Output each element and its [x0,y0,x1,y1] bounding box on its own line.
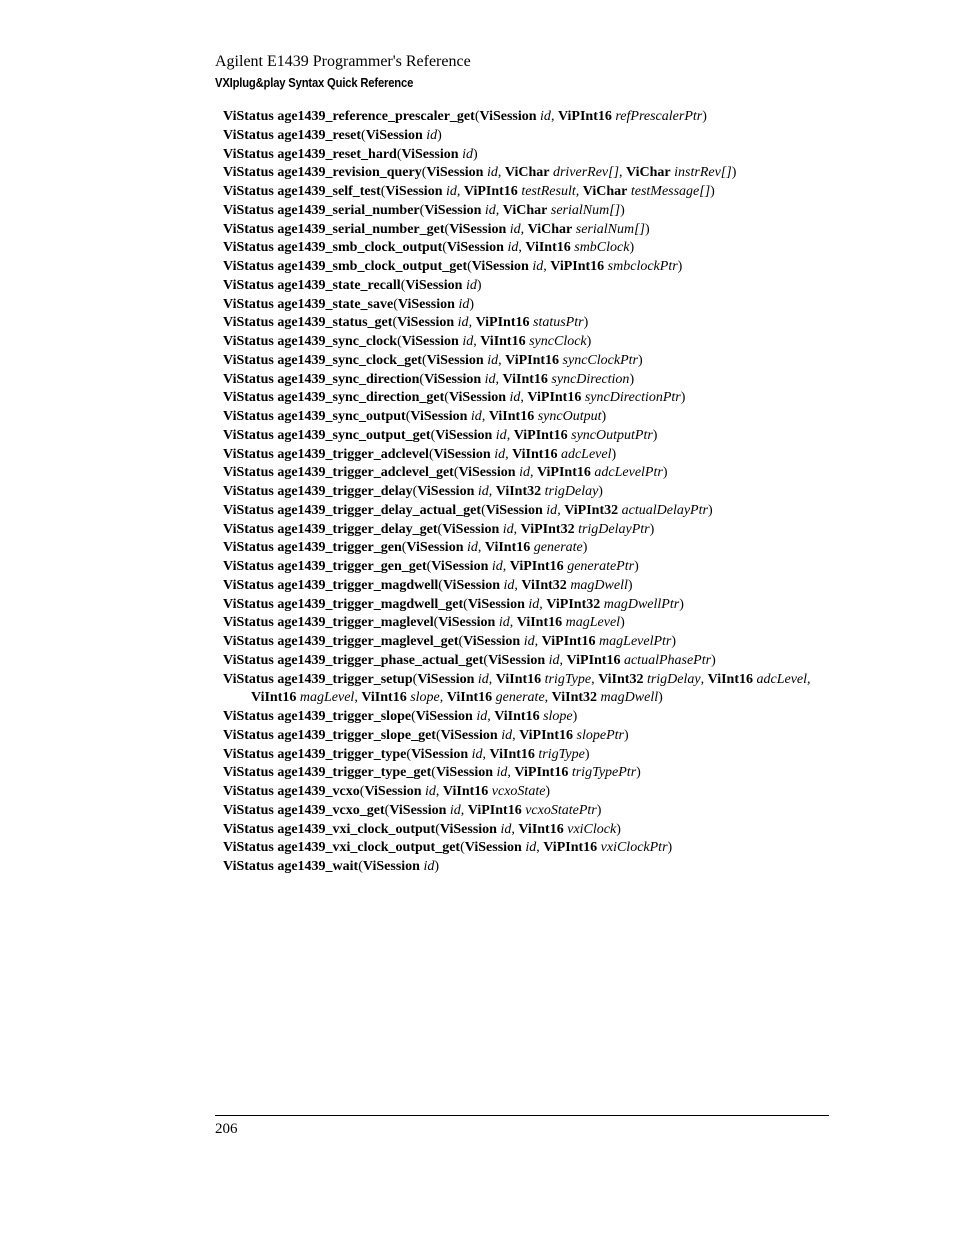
param-type: ViPInt16 [467,802,522,818]
return-type: ViStatus [223,502,274,518]
function-name: age1439_vcxo [277,784,360,799]
function-signature: ViStatus age1439_serial_number_get(ViSession id, ViChar serialNum[]) [223,221,650,237]
param-name: generate [533,540,583,556]
function-name: age1439_sync_output [277,409,406,424]
return-type: ViStatus [223,577,274,593]
param-type: ViInt16 [494,709,540,724]
function-name: age1439_revision_query [277,165,422,181]
param-type: ViInt16 [361,690,407,706]
function-name: age1439_trigger_adclevel_get [277,465,454,481]
param-type: ViPInt16 [514,765,569,781]
param-type: ViSession [439,821,497,837]
return-type: ViStatus [223,671,274,687]
param-name: id [540,109,551,124]
param-type: ViPInt16 [543,840,598,856]
function-name: age1439_trigger_maglevel_get [277,634,459,649]
param-type: ViPInt16 [557,109,612,124]
param-name: syncDirectionPtr [584,390,681,406]
return-type: ViStatus [223,352,274,368]
function-signature: ViStatus age1439_reset(ViSession id) [223,127,442,143]
function-name: age1439_status_get [277,315,393,331]
param-name: id [507,240,519,256]
param-name: slopePtr [576,727,624,743]
return-type: ViStatus [223,652,274,668]
function-signature: ViStatus age1439_trigger_setup(ViSession id, ViInt16 trigType, ViInt32 trigDelay, ViInt16 adcLevel, ViInt16 magLevel, ViInt16 slope, ViInt16 generate, ViInt32 magDwell) [223,671,811,706]
param-type: ViSession [397,296,455,312]
param-type: ViPInt32 [564,502,619,518]
param-type: ViSession [438,615,496,631]
param-type: ViPInt16 [475,315,530,331]
return-type: ViStatus [223,821,274,837]
param-type: ViPInt16 [463,184,518,199]
param-type: ViSession [411,746,469,762]
param-name: smbClock [574,240,630,256]
param-name: id [477,671,489,687]
param-name: slope [410,690,440,706]
function-name: age1439_state_save [277,296,394,312]
param-name: syncOutputPtr [571,427,653,443]
function-signature: ViStatus age1439_trigger_gen(ViSession id, ViInt16 generate) [223,540,588,556]
function-signature: ViStatus age1439_trigger_magdwell_get(ViSession id, ViPInt32 magDwellPtr) [223,596,684,612]
function-name: age1439_trigger_type_get [277,765,432,781]
param-name: generatePtr [567,559,635,574]
return-type: ViStatus [223,109,274,124]
function-name: age1439_smb_clock_output [277,240,443,256]
function-signature: ViStatus age1439_self_test(ViSession id, ViPInt16 testResult, ViChar testMessage[]) [223,184,715,199]
function-signature: ViStatus age1439_trigger_adclevel_get(ViSession id, ViPInt16 adcLevelPtr) [223,465,668,481]
param-name: id [471,746,483,762]
param-type: ViChar [502,202,548,218]
return-type: ViStatus [223,409,274,424]
param-type: ViSession [426,165,484,181]
return-type: ViStatus [223,746,274,762]
param-type: ViSession [365,127,423,143]
return-type: ViStatus [223,296,274,312]
param-type: ViPInt32 [520,521,575,537]
function-signature: ViStatus age1439_sync_output_get(ViSession id, ViPInt16 syncOutputPtr) [223,427,658,443]
param-name: syncClock [529,334,587,349]
param-type: ViInt16 [446,690,493,706]
param-type: ViInt32 [495,484,542,499]
param-type: ViPInt16 [566,652,621,668]
param-type: ViSession [426,352,484,368]
param-type: ViSession [467,596,525,612]
return-type: ViStatus [223,184,274,199]
function-name: age1439_sync_clock [277,334,398,349]
param-type: ViInt16 [495,671,542,687]
param-name: id [495,427,507,443]
function-signature: ViStatus age1439_trigger_type_get(ViSession id, ViPInt16 trigTypePtr) [223,765,641,781]
param-name: vcxoStatePtr [525,802,597,818]
param-type: ViSession [464,840,522,856]
param-name: vcxoState [491,784,546,799]
return-type: ViStatus [223,446,274,462]
param-name: id [425,784,436,799]
param-type: ViSession [424,202,482,218]
param-name: id [546,502,558,518]
function-signature: ViStatus age1439_revision_query(ViSession id, ViChar driverRev[], ViChar instrRev[]) [223,165,737,181]
param-type: ViSession [485,502,543,518]
function-name: age1439_trigger_maglevel [277,615,434,631]
param-type: ViSession [471,259,529,274]
return-type: ViStatus [223,221,274,237]
param-type: ViSession [410,409,468,424]
param-type: ViInt16 [518,821,564,837]
function-name: age1439_sync_direction_get [277,390,445,406]
param-name: id [477,484,489,499]
param-name: magDwell [600,690,659,706]
param-type: ViSession [442,577,501,593]
function-name: age1439_reset_hard [277,146,397,162]
function-name: age1439_trigger_type [277,746,407,762]
function-name: age1439_vxi_clock_output_get [277,840,461,856]
return-type: ViStatus [223,765,274,781]
param-type: ViPInt16 [519,727,574,743]
param-type: ViPInt16 [550,259,605,274]
param-type: ViSession [435,765,494,781]
return-type: ViStatus [223,390,274,406]
param-name: id [487,352,499,368]
param-name: slope [543,709,573,724]
function-signature: ViStatus age1439_trigger_adclevel(ViSession id, ViInt16 adcLevel) [223,446,617,462]
return-type: ViStatus [223,521,274,537]
function-signature: ViStatus age1439_smb_clock_output(ViSession id, ViInt16 smbClock) [223,240,635,256]
return-type: ViStatus [223,840,274,856]
param-name: instrRev[] [674,165,732,181]
param-name: id [525,840,537,856]
function-signature: ViStatus age1439_trigger_delay_get(ViSession id, ViPInt32 trigDelayPtr) [223,521,655,537]
function-name: age1439_trigger_gen [277,540,402,556]
param-name: id [457,315,469,331]
return-type: ViStatus [223,802,274,818]
param-type: ViSession [440,727,498,743]
param-type: ViChar [504,165,550,181]
param-name: id [532,259,544,274]
param-name: syncOutput [537,409,602,424]
param-type: ViPInt16 [513,427,568,443]
param-name: generate [495,690,545,706]
function-name: age1439_trigger_magdwell_get [277,596,464,612]
param-name: magLevel [299,690,355,706]
return-type: ViStatus [223,727,274,743]
param-name: trigType [538,746,585,762]
param-type: ViPInt16 [541,634,596,649]
param-name: id [466,540,478,556]
param-name: trigDelay [646,671,701,687]
function-signature: ViStatus age1439_trigger_slope_get(ViSession id, ViPInt16 slopePtr) [223,727,629,743]
function-signature: ViStatus age1439_trigger_phase_actual_get(ViSession id, ViPInt16 actualPhasePtr) [223,652,716,668]
param-name: id [486,165,498,181]
param-type: ViChar [626,165,671,181]
param-name: smbclockPtr [607,259,678,274]
param-name: id [423,859,435,874]
param-type: ViInt32 [598,671,644,687]
function-name: age1439_sync_direction [277,371,420,387]
param-type: ViPInt16 [509,559,564,574]
param-name: id [470,409,482,424]
function-name: age1439_trigger_setup [277,671,413,687]
param-type: ViInt16 [525,240,571,256]
return-type: ViStatus [223,240,274,256]
function-name: age1439_state_recall [277,277,401,293]
function-name: age1439_self_test [277,184,381,199]
param-type: ViSession [405,277,463,293]
param-type: ViChar [527,221,573,237]
function-signature: ViStatus age1439_trigger_slope(ViSession id, ViInt16 slope) [223,709,578,724]
return-type: ViStatus [223,165,274,181]
param-name: actualDelayPtr [621,502,708,518]
function-name: age1439_trigger_slope_get [277,727,436,743]
param-name: id [484,371,496,387]
param-name: id [502,521,514,537]
param-name: id [528,596,540,612]
param-type: ViInt32 [521,577,567,593]
return-type: ViStatus [223,615,274,631]
function-name: age1439_trigger_magdwell [277,577,439,593]
function-name: age1439_sync_output_get [277,427,431,443]
param-type: ViPInt16 [536,465,591,481]
function-signature: ViStatus age1439_vcxo(ViSession id, ViInt16 vcxoState) [223,784,551,799]
param-name: id [462,146,473,162]
param-name: id [500,821,512,837]
param-name: serialNum[] [550,202,621,218]
param-type: ViInt16 [707,671,753,687]
param-type: ViSession [401,334,459,349]
param-type: ViSession [448,390,507,406]
param-name: id [509,221,521,237]
param-name: id [523,634,535,649]
param-name: id [509,390,521,406]
param-type: ViSession [415,709,473,724]
param-type: ViInt16 [480,334,526,349]
function-name: age1439_reference_prescaler_get [277,109,475,124]
param-name: statusPtr [533,315,584,331]
param-name: id [465,277,477,293]
param-name: id [449,802,461,818]
param-type: ViInt16 [516,615,563,631]
function-signature: ViStatus age1439_vxi_clock_output_get(ViSession id, ViPInt16 vxiClockPtr) [223,840,673,856]
function-name: age1439_serial_number [277,202,420,218]
param-type: ViSession [385,184,443,199]
param-name: magLevelPtr [599,634,672,649]
param-type: ViInt16 [442,784,489,799]
param-type: ViSession [401,146,459,162]
section-title: VXIplug&play Syntax Quick Reference [215,76,414,90]
return-type: ViStatus [223,484,274,499]
return-type: ViStatus [223,465,274,481]
return-type: ViStatus [223,146,274,162]
function-signature: ViStatus age1439_status_get(ViSession id, ViPInt16 statusPtr) [223,315,589,331]
function-signature: ViStatus age1439_reference_prescaler_get(ViSession id, ViPInt16 refPrescalerPtr) [223,109,707,124]
param-type: ViSession [364,784,422,799]
param-type: ViSession [463,634,521,649]
param-name: magLevel [565,615,621,631]
param-name: id [445,184,457,199]
param-name: magDwell [570,577,628,593]
param-name: trigDelay [544,484,599,499]
param-name: id [548,652,560,668]
function-name: age1439_wait [277,859,359,874]
param-type: ViInt16 [502,371,548,387]
running-title: Agilent E1439 Programmer's Reference [215,53,471,70]
function-signature: ViStatus age1439_smb_clock_output_get(ViSession id, ViPInt16 smbclockPtr) [223,259,683,274]
param-type: ViPInt16 [527,390,582,406]
param-type: ViSession [389,802,447,818]
param-name: adcLevelPtr [594,465,663,481]
function-signature: ViStatus age1439_state_recall(ViSession id) [223,277,482,293]
function-signature: ViStatus age1439_trigger_delay_actual_get(ViSession id, ViPInt32 actualDelayPtr) [223,502,713,518]
function-syntax-list [223,108,823,877]
param-name: id [496,765,508,781]
param-name: trigDelayPtr [578,521,650,537]
return-type: ViStatus [223,371,274,387]
function-name: age1439_trigger_slope [277,709,412,724]
param-type: ViInt16 [251,690,297,706]
param-name: id [476,709,488,724]
param-type: ViSession [433,446,491,462]
param-type: ViSession [431,559,489,574]
param-type: ViInt16 [484,540,531,556]
param-name: driverRev[] [552,165,620,181]
param-name: testMessage[] [630,184,711,199]
param-name: id [503,577,515,593]
param-name: trigTypePtr [571,765,637,781]
function-signature: ViStatus age1439_reset_hard(ViSession id) [223,146,478,162]
function-signature: ViStatus age1439_trigger_type(ViSession id, ViInt16 trigType) [223,746,590,762]
param-type: ViSession [458,465,516,481]
param-type: ViChar [582,184,628,199]
param-name: serialNum[] [575,221,645,237]
function-name: age1439_trigger_delay_actual_get [277,502,482,518]
param-type: ViSession [449,221,507,237]
param-type: ViInt16 [488,409,535,424]
return-type: ViStatus [223,784,274,799]
function-signature: ViStatus age1439_sync_output(ViSession id, ViInt16 syncOutput) [223,409,607,424]
param-name: trigType [544,671,592,687]
param-name: adcLevel [756,671,808,687]
param-name: id [501,727,513,743]
function-name: age1439_reset [277,127,362,143]
param-type: ViSession [479,109,537,124]
param-type: ViSession [442,521,500,537]
function-signature: ViStatus age1439_trigger_delay(ViSession id, ViInt32 trigDelay) [223,484,603,499]
return-type: ViStatus [223,315,274,331]
param-name: id [484,202,496,218]
return-type: ViStatus [223,859,274,874]
param-type: ViPInt16 [505,352,560,368]
param-name: adcLevel [560,446,612,462]
param-name: id [458,296,470,312]
function-signature: ViStatus age1439_sync_clock(ViSession id, ViInt16 syncClock) [223,334,592,349]
function-signature: ViStatus age1439_trigger_maglevel(ViSession id, ViInt16 magLevel) [223,615,625,631]
param-name: vxiClock [567,821,617,837]
function-signature: ViStatus age1439_sync_direction_get(ViSession id, ViPInt16 syncDirectionPtr) [223,390,686,406]
param-type: ViSession [424,371,482,387]
param-type: ViPInt32 [546,596,601,612]
return-type: ViStatus [223,202,274,218]
param-name: syncClockPtr [562,352,638,368]
param-name: syncDirection [551,371,630,387]
return-type: ViStatus [223,559,274,574]
function-name: age1439_trigger_delay_get [277,521,438,537]
param-type: ViSession [488,652,546,668]
param-type: ViInt16 [489,746,535,762]
return-type: ViStatus [223,127,274,143]
function-name: age1439_sync_clock_get [277,352,422,368]
param-type: ViSession [397,315,455,331]
param-type: ViSession [435,427,493,443]
return-type: ViStatus [223,427,274,443]
function-signature: ViStatus age1439_state_save(ViSession id) [223,296,474,312]
param-type: ViInt32 [551,690,598,706]
param-name: id [426,127,438,143]
function-signature: ViStatus age1439_sync_clock_get(ViSession id, ViPInt16 syncClockPtr) [223,352,643,368]
function-signature: ViStatus age1439_vxi_clock_output(ViSession id, ViInt16 vxiClock) [223,821,621,837]
function-name: age1439_smb_clock_output_get [277,259,468,274]
function-signature: ViStatus age1439_trigger_maglevel_get(ViSession id, ViPInt16 magLevelPtr) [223,634,677,649]
return-type: ViStatus [223,334,274,349]
param-type: ViSession [362,859,420,874]
param-type: ViSession [446,240,504,256]
param-type: ViSession [417,671,475,687]
function-name: age1439_trigger_gen_get [277,559,427,574]
function-name: age1439_trigger_phase_actual_get [277,652,484,668]
param-name: id [462,334,474,349]
param-name: id [494,446,506,462]
function-name: age1439_vcxo_get [277,802,385,818]
function-signature: ViStatus age1439_wait(ViSession id) [223,859,440,874]
param-type: ViSession [417,484,475,499]
function-signature: ViStatus age1439_serial_number(ViSession id, ViChar serialNum[]) [223,202,625,218]
return-type: ViStatus [223,709,274,724]
function-signature: ViStatus age1439_vcxo_get(ViSession id, ViPInt16 vcxoStatePtr) [223,802,602,818]
param-name: actualPhasePtr [623,652,712,668]
footer-divider [215,1115,829,1116]
param-name: magDwellPtr [603,596,680,612]
param-type: ViSession [406,540,464,556]
function-signature: ViStatus age1439_trigger_magdwell(ViSession id, ViInt32 magDwell) [223,577,633,593]
param-name: refPrescalerPtr [615,109,703,124]
param-name: testResult [521,184,576,199]
return-type: ViStatus [223,277,274,293]
param-name: id [491,559,503,574]
function-signature: ViStatus age1439_sync_direction(ViSession id, ViInt16 syncDirection) [223,371,635,387]
return-type: ViStatus [223,540,274,556]
function-name: age1439_trigger_delay [277,484,413,499]
function-signature: ViStatus age1439_trigger_gen_get(ViSession id, ViPInt16 generatePtr) [223,559,639,574]
param-name: id [498,615,510,631]
function-name: age1439_trigger_adclevel [277,446,429,462]
param-name: id [519,465,530,481]
function-name: age1439_vxi_clock_output [277,821,436,837]
param-name: vxiClockPtr [600,840,668,856]
function-name: age1439_serial_number_get [277,221,445,237]
page-number: 206 [215,1121,238,1137]
return-type: ViStatus [223,634,274,649]
return-type: ViStatus [223,259,274,274]
return-type: ViStatus [223,596,274,612]
param-type: ViInt16 [512,446,558,462]
